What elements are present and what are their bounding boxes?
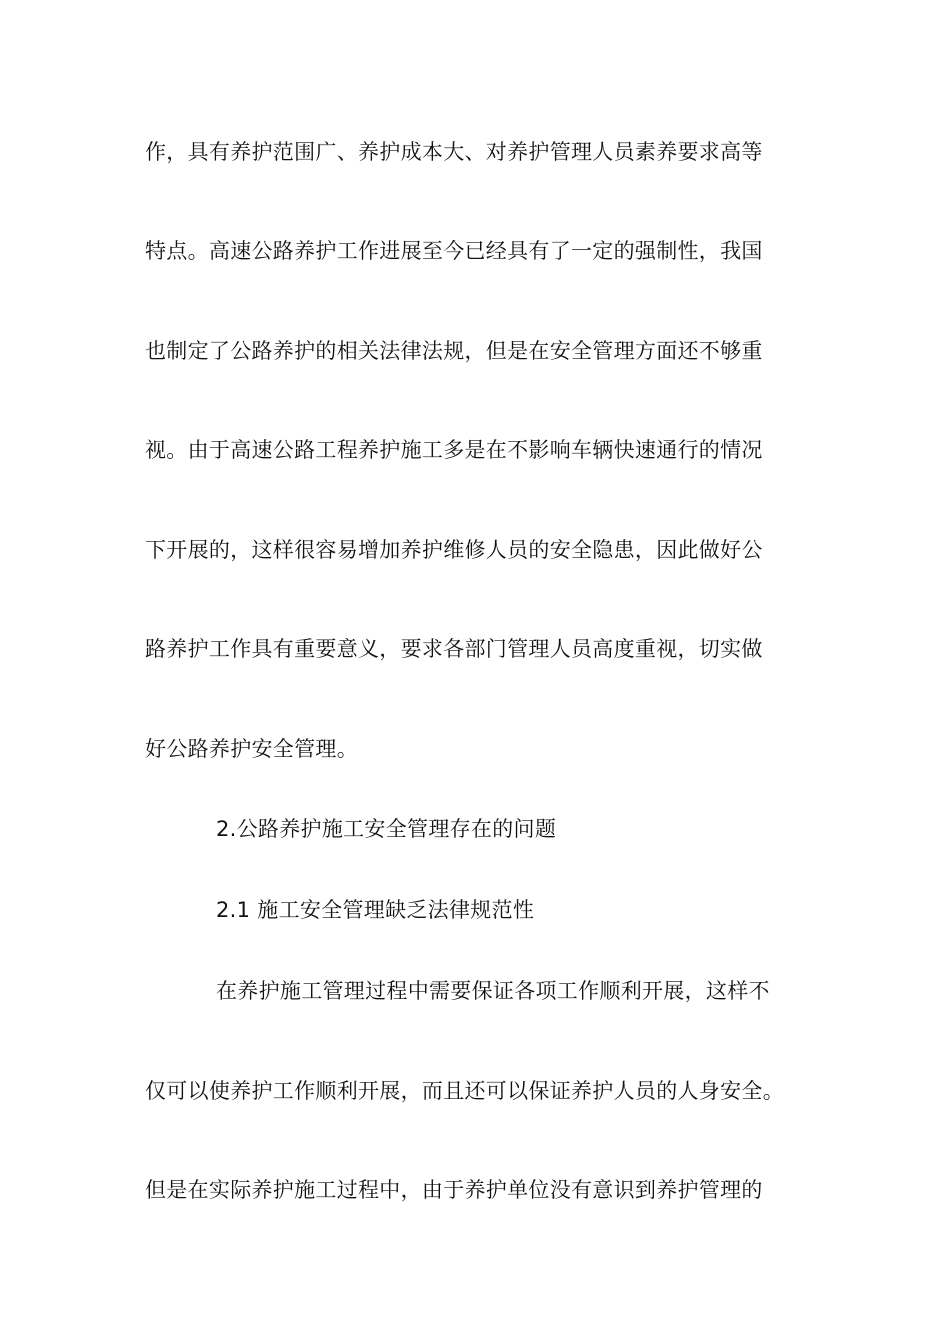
paragraph-line: 但是在实际养护施工过程中，由于养护单位没有意识到养护管理的	[145, 1178, 763, 1202]
section-heading: 2.公路养护施工安全管理存在的问题	[216, 817, 557, 841]
paragraph-line: 也制定了公路养护的相关法律法规，但是在安全管理方面还不够重	[145, 339, 763, 363]
paragraph-line: 视。由于高速公路工程养护施工多是在不影响车辆快速通行的情况	[145, 438, 763, 462]
paragraph-line: 好公路养护安全管理。	[145, 737, 358, 761]
paragraph-line: 下开展的，这样很容易增加养护维修人员的安全隐患，因此做好公	[145, 538, 763, 562]
paragraph-line: 在养护施工管理过程中需要保证各项工作顺利开展，这样不	[216, 979, 770, 1003]
paragraph-line: 仅可以使养护工作顺利开展，而且还可以保证养护人员的人身安全。	[145, 1079, 784, 1103]
paragraph-line: 作，具有养护范围广、养护成本大、对养护管理人员素养要求高等	[145, 140, 763, 164]
subsection-heading: 2.1 施工安全管理缺乏法律规范性	[216, 898, 535, 922]
paragraph-line: 路养护工作具有重要意义，要求各部门管理人员高度重视，切实做	[145, 637, 763, 661]
paragraph-line: 特点。高速公路养护工作进展至今已经具有了一定的强制性，我国	[145, 239, 763, 263]
